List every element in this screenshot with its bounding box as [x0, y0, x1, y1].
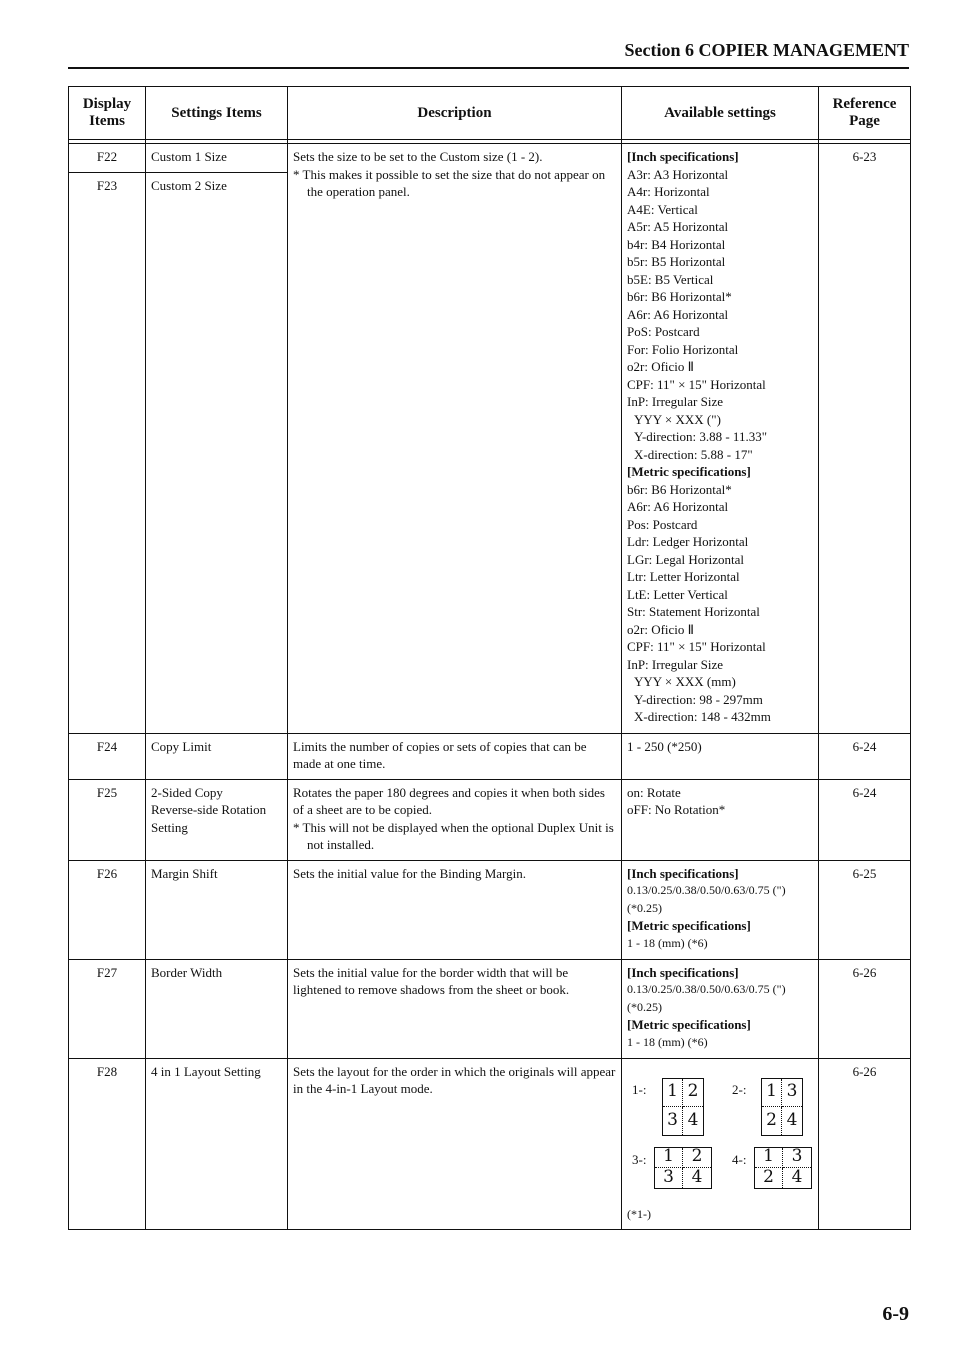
- display-code: F26: [69, 860, 146, 959]
- layout-grid-1: [662, 1078, 704, 1136]
- col-header-description: Description: [288, 87, 622, 140]
- settings-item: Custom 2 Size: [146, 172, 288, 733]
- inch-spec-heading: [Inch specifications]: [627, 149, 739, 164]
- list-item: YYY × XXX (mm): [634, 674, 736, 689]
- display-code: F23: [69, 172, 146, 733]
- list-item: CPF: 11" × 15" Horizontal: [627, 639, 766, 654]
- list-item: b6r: B6 Horizontal*: [627, 289, 732, 304]
- page-cell: 1: [755, 1148, 783, 1168]
- list-item: b5r: B5 Horizontal: [627, 254, 726, 269]
- inch-default: (*0.25): [627, 900, 662, 915]
- list-item: o2r: Oficio Ⅱ: [627, 359, 695, 374]
- available-settings: [622, 860, 819, 959]
- description-text: Rotates the paper 180 degrees and copies it when both sides of a sheet are to be copied.: [293, 784, 605, 817]
- page-cell: 1: [655, 1148, 683, 1168]
- list-item: CPF: 11" × 15" Horizontal: [627, 376, 766, 392]
- list-item: Y-direction: 3.88 - 11.33": [634, 429, 767, 444]
- list-item: Ldr: Ledger Horizontal: [627, 534, 749, 549]
- description-note: * This will not be displayed when the optional Duplex Unit is not installed.: [293, 819, 614, 852]
- col-header-reference-page: Reference Page: [819, 87, 911, 140]
- page-cell: 1: [762, 1079, 782, 1107]
- list-item: Y-direction: 98 - 297mm: [634, 691, 763, 707]
- description: Sets the layout for the order in which the originals will appear in the 4-in-1 Layout mode.: [288, 1058, 622, 1229]
- list-item: oFF: No Rotation*: [627, 802, 726, 817]
- layout-default: (*1-): [627, 1206, 651, 1221]
- table-row: [69, 959, 911, 1058]
- page-cell: 4: [687, 1109, 699, 1130]
- settings-item-line: Reverse-side Rotation: [151, 802, 267, 817]
- reference-page: 6-23: [819, 144, 911, 734]
- page-cell: 1: [663, 1079, 683, 1107]
- page-cell: 2: [755, 1168, 783, 1188]
- inch-values: 0.13/0.25/0.38/0.50/0.63/0.75 ("): [627, 982, 786, 996]
- inch-values: 0.13/0.25/0.38/0.50/0.63/0.75 ("): [627, 883, 786, 897]
- reference-page: 6-26: [819, 1058, 911, 1229]
- list-item: For: Folio Horizontal: [627, 341, 739, 357]
- description: [288, 144, 622, 734]
- table-header-row: [69, 87, 911, 140]
- display-code: F22: [69, 144, 146, 173]
- list-item: InP: Irregular Size: [627, 394, 724, 409]
- list-item: b5E: B5 Vertical: [627, 271, 714, 287]
- page-cell: 3: [655, 1168, 683, 1188]
- page-cell: 4: [691, 1166, 703, 1187]
- inch-default: (*0.25): [627, 999, 662, 1014]
- list-item: A6r: A6 Horizontal: [627, 306, 729, 322]
- settings-item: Margin Shift: [146, 860, 288, 959]
- list-item: X-direction: 5.88 - 17": [634, 446, 753, 462]
- available-settings: [622, 144, 819, 734]
- reference-page: 6-25: [819, 860, 911, 959]
- page-number: 6-9: [882, 1303, 909, 1325]
- reference-page: 6-24: [819, 733, 911, 779]
- settings-item-line: 2-Sided Copy: [151, 784, 223, 800]
- list-item: InP: Irregular Size: [627, 656, 724, 672]
- list-item: X-direction: 148 - 432mm: [634, 709, 771, 724]
- page-cell: 3: [663, 1107, 683, 1135]
- col-header-available-settings: Available settings: [622, 87, 819, 140]
- layout-diagrams: [627, 1063, 813, 1223]
- section-header: Section 6 COPIER MANAGEMENT: [624, 40, 909, 60]
- list-item: Pos: Postcard: [627, 516, 698, 532]
- list-item: A4r: Horizontal: [627, 184, 710, 199]
- list-item: b4r: B4 Horizontal: [627, 236, 726, 252]
- reference-page: 6-26: [819, 959, 911, 1058]
- table-row: [69, 860, 911, 959]
- description: Sets the initial value for the border width that will be lightened to remove shadows from the sheet or book.: [288, 959, 622, 1058]
- list-item: o2r: Oficio Ⅱ: [627, 621, 695, 637]
- list-item: YYY × XXX ("): [634, 411, 721, 427]
- metric-values: 1 - 18 (mm) (*6): [627, 1034, 708, 1049]
- settings-item: [146, 779, 288, 860]
- table-row: [69, 779, 911, 860]
- display-code: F27: [69, 959, 146, 1058]
- settings-item: Copy Limit: [146, 733, 288, 779]
- page-cell: 3: [782, 1079, 802, 1107]
- col-header-settings-items: Settings Items: [146, 87, 288, 140]
- list-item: Str: Statement Horizontal: [627, 604, 760, 619]
- metric-values: 1 - 18 (mm) (*6): [627, 935, 708, 950]
- list-item: LGr: Legal Horizontal: [627, 551, 744, 567]
- page-cell: 3: [783, 1148, 811, 1168]
- inch-spec-heading: [Inch specifications]: [627, 964, 739, 980]
- table-row: [69, 1058, 911, 1229]
- table-row: [69, 733, 911, 779]
- settings-item: 4 in 1 Layout Setting: [146, 1058, 288, 1229]
- settings-item: Custom 1 Size: [146, 144, 288, 173]
- layout-label: 2-:: [732, 1081, 747, 1097]
- page-cell: 2: [683, 1079, 703, 1107]
- layout-grid-2: [761, 1078, 803, 1136]
- page-cell: 4: [786, 1109, 798, 1130]
- layout-grid-3: [654, 1147, 712, 1189]
- available-settings: 1 - 250 (*250): [622, 733, 819, 779]
- description: Limits the number of copies or sets of copies that can be made at one time.: [288, 733, 622, 779]
- reference-page: 6-24: [819, 779, 911, 860]
- available-settings: [622, 959, 819, 1058]
- metric-spec-heading: [Metric specifications]: [627, 464, 751, 479]
- table-row: [69, 144, 911, 173]
- settings-item: Border Width: [146, 959, 288, 1058]
- settings-item-line: Setting: [151, 819, 188, 835]
- description: [288, 779, 622, 860]
- layout-label: 4-:: [732, 1151, 747, 1167]
- page-cell: 2: [762, 1107, 782, 1135]
- col-header-display-items: Display Items: [69, 87, 146, 140]
- display-code: F25: [69, 779, 146, 860]
- list-item: A4E: Vertical: [627, 201, 698, 217]
- description: Sets the initial value for the Binding Margin.: [288, 860, 622, 959]
- page-cell: 2: [683, 1148, 711, 1168]
- list-item: on: Rotate: [627, 784, 681, 800]
- inch-spec-heading: [Inch specifications]: [627, 865, 739, 881]
- page-cell: 4: [791, 1166, 803, 1187]
- list-item: LtE: Letter Vertical: [627, 586, 728, 602]
- layout-grid-4: [754, 1147, 812, 1189]
- layout-label: 1-:: [632, 1081, 647, 1097]
- list-item: A5r: A5 Horizontal: [627, 219, 729, 234]
- display-code: F28: [69, 1058, 146, 1229]
- available-settings: [622, 1058, 819, 1229]
- list-item: A6r: A6 Horizontal: [627, 499, 729, 514]
- list-item: Ltr: Letter Horizontal: [627, 569, 740, 584]
- list-item: b6r: B6 Horizontal*: [627, 481, 732, 497]
- list-item: PoS: Postcard: [627, 324, 700, 339]
- list-item: A3r: A3 Horizontal: [627, 166, 729, 182]
- metric-spec-heading: [Metric specifications]: [627, 1017, 751, 1032]
- metric-spec-heading: [Metric specifications]: [627, 918, 751, 933]
- description-note: * This makes it possible to set the size that do not appear on the operation panel.: [293, 166, 606, 199]
- available-settings: [622, 779, 819, 860]
- display-code: F24: [69, 733, 146, 779]
- header-rule: [68, 67, 909, 69]
- layout-label: 3-:: [632, 1151, 647, 1167]
- description-text: Sets the size to be set to the Custom size (1 - 2).: [293, 149, 543, 164]
- settings-table: [68, 86, 911, 1230]
